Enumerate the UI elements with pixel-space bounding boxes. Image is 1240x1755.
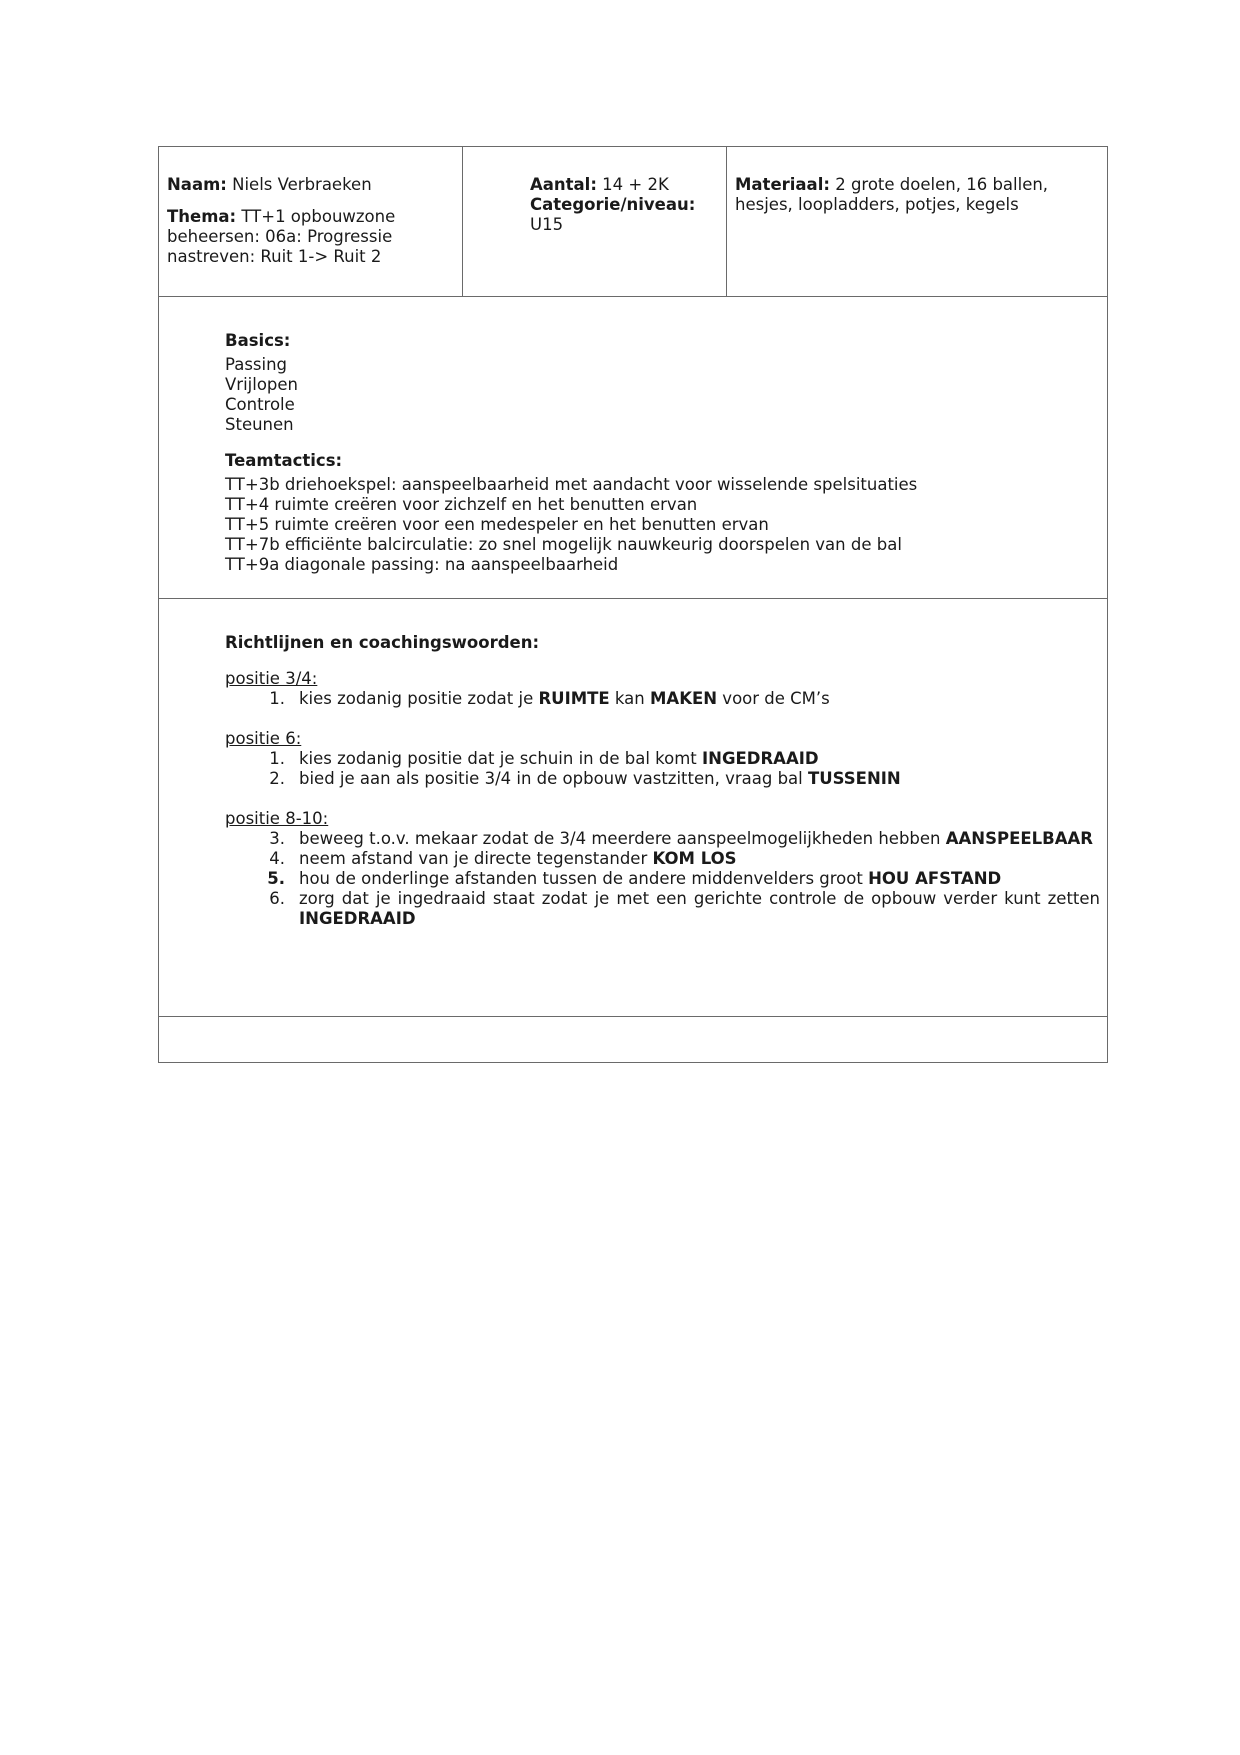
- position-group: [225, 729, 1100, 789]
- item-text: [299, 769, 1100, 789]
- item-number: 2.: [269, 769, 285, 788]
- position-title: positie 8-10:: [225, 809, 329, 828]
- thema-value: TT+1 opbouwzone beheersen: 06a: Progressie nastreven: Ruit 1-> Ruit 2: [167, 207, 396, 266]
- item-text: [299, 889, 1100, 929]
- coaching-keyword: INGEDRAAID: [702, 749, 819, 768]
- coaching-groups: [225, 669, 1100, 929]
- coaching-keyword: HOU AFSTAND: [868, 869, 1002, 888]
- basics-title: Basics:: [225, 331, 291, 350]
- basics-item: Steunen: [225, 415, 294, 434]
- basics-item: Vrijlopen: [225, 375, 299, 394]
- coaching-item: [225, 769, 1100, 789]
- teamtactics-item: TT+3b driehoekspel: aanspeelbaarheid met aandacht voor wisselende spelsituaties: [225, 475, 918, 494]
- item-number: 1.: [269, 689, 285, 708]
- thema-label: Thema:: [167, 207, 237, 226]
- coaching-item: [225, 869, 1100, 889]
- item-text-segment: neem afstand van je directe tegenstander: [299, 849, 653, 868]
- coaching-section: [159, 599, 1107, 1017]
- coaching-item: [225, 689, 1100, 709]
- basics-item: Controle: [225, 395, 295, 414]
- item-text: [299, 689, 1100, 709]
- aantal-value: 14 + 2K: [596, 175, 669, 194]
- aantal-line: [530, 175, 726, 195]
- thema-line: [167, 207, 462, 267]
- coaching-item: [225, 829, 1100, 849]
- coaching-item: [225, 749, 1100, 769]
- empty-footer-row: [159, 1017, 1107, 1062]
- coaching-keyword: KOM LOS: [652, 849, 737, 868]
- coaching-item: [225, 889, 1100, 929]
- aantal-label: Aantal:: [530, 175, 597, 194]
- item-number: 6.: [269, 889, 285, 908]
- item-number: 4.: [269, 849, 285, 868]
- position-title: positie 6:: [225, 729, 302, 748]
- coaching-keyword: MAKEN: [650, 689, 718, 708]
- naam-line: [167, 175, 462, 195]
- coaching-keyword: TUSSENIN: [808, 769, 901, 788]
- item-text-segment: hou de onderlinge afstanden tussen de andere middenvelders groot: [299, 869, 869, 888]
- teamtactics-item: TT+4 ruimte creëren voor zichzelf en het benutten ervan: [225, 495, 698, 514]
- materiaal-cell: [727, 147, 1107, 296]
- item-text: [299, 849, 1100, 869]
- item-text-segment: kan: [609, 689, 650, 708]
- item-text-segment: zorg dat je ingedraaid staat zodat je met een gerichte controle de opbouw verder kunt zetten: [299, 889, 1100, 908]
- teamtactics-item: TT+9a diagonale passing: na aanspeelbaarheid: [225, 555, 619, 574]
- item-number: 1.: [269, 749, 285, 768]
- coaching-keyword: RUIMTE: [538, 689, 610, 708]
- item-number: 3.: [269, 829, 285, 848]
- teamtactics-item: TT+5 ruimte creëren voor een medespeler en het benutten ervan: [225, 515, 769, 534]
- coaching-item: [225, 849, 1100, 869]
- item-text-segment: beweeg t.o.v. mekaar zodat de 3/4 meerdere aanspeelmogelijkheden hebben: [299, 829, 946, 848]
- coaching-title: Richtlijnen en coachingswoorden:: [225, 633, 540, 652]
- categorie-label: Categorie/niveau:: [530, 195, 696, 214]
- item-text-segment: kies zodanig positie dat je schuin in de bal komt: [299, 749, 703, 768]
- coaching-keyword: INGEDRAAID: [299, 909, 416, 928]
- naam-label: Naam:: [167, 175, 227, 194]
- materiaal-label: Materiaal:: [735, 175, 830, 194]
- teamtactics-title: Teamtactics:: [225, 451, 343, 470]
- item-text-segment: kies zodanig positie zodat je: [299, 689, 539, 708]
- position-title: positie 3/4:: [225, 669, 318, 688]
- item-text: [299, 829, 1100, 849]
- teamtactics-item: TT+7b efficiënte balcirculatie: zo snel mogelijk nauwkeurig doorspelen van de bal: [225, 535, 902, 554]
- coaching-keyword: AANSPEELBAAR: [945, 829, 1093, 848]
- name-theme-cell: [159, 147, 463, 296]
- basics-item: Passing: [225, 355, 288, 374]
- aantal-category-cell: [463, 147, 727, 296]
- naam-value: Niels Verbraeken: [226, 175, 372, 194]
- basics-section: [159, 297, 1107, 599]
- materiaal-value: 2 grote doelen, 16 ballen, hesjes, loopladders, potjes, kegels: [735, 175, 1049, 214]
- item-text: [299, 749, 1100, 769]
- training-sheet: [158, 146, 1108, 1063]
- item-text-segment: bied je aan als positie 3/4 in de opbouw vastzitten, vraag bal: [299, 769, 808, 788]
- item-text: [299, 869, 1100, 889]
- position-group: [225, 809, 1100, 929]
- item-number: 5.: [267, 869, 285, 888]
- position-group: [225, 669, 1100, 709]
- categorie-value: U15: [530, 215, 564, 234]
- header-row: [159, 147, 1107, 297]
- item-text-segment: voor de CM’s: [717, 689, 830, 708]
